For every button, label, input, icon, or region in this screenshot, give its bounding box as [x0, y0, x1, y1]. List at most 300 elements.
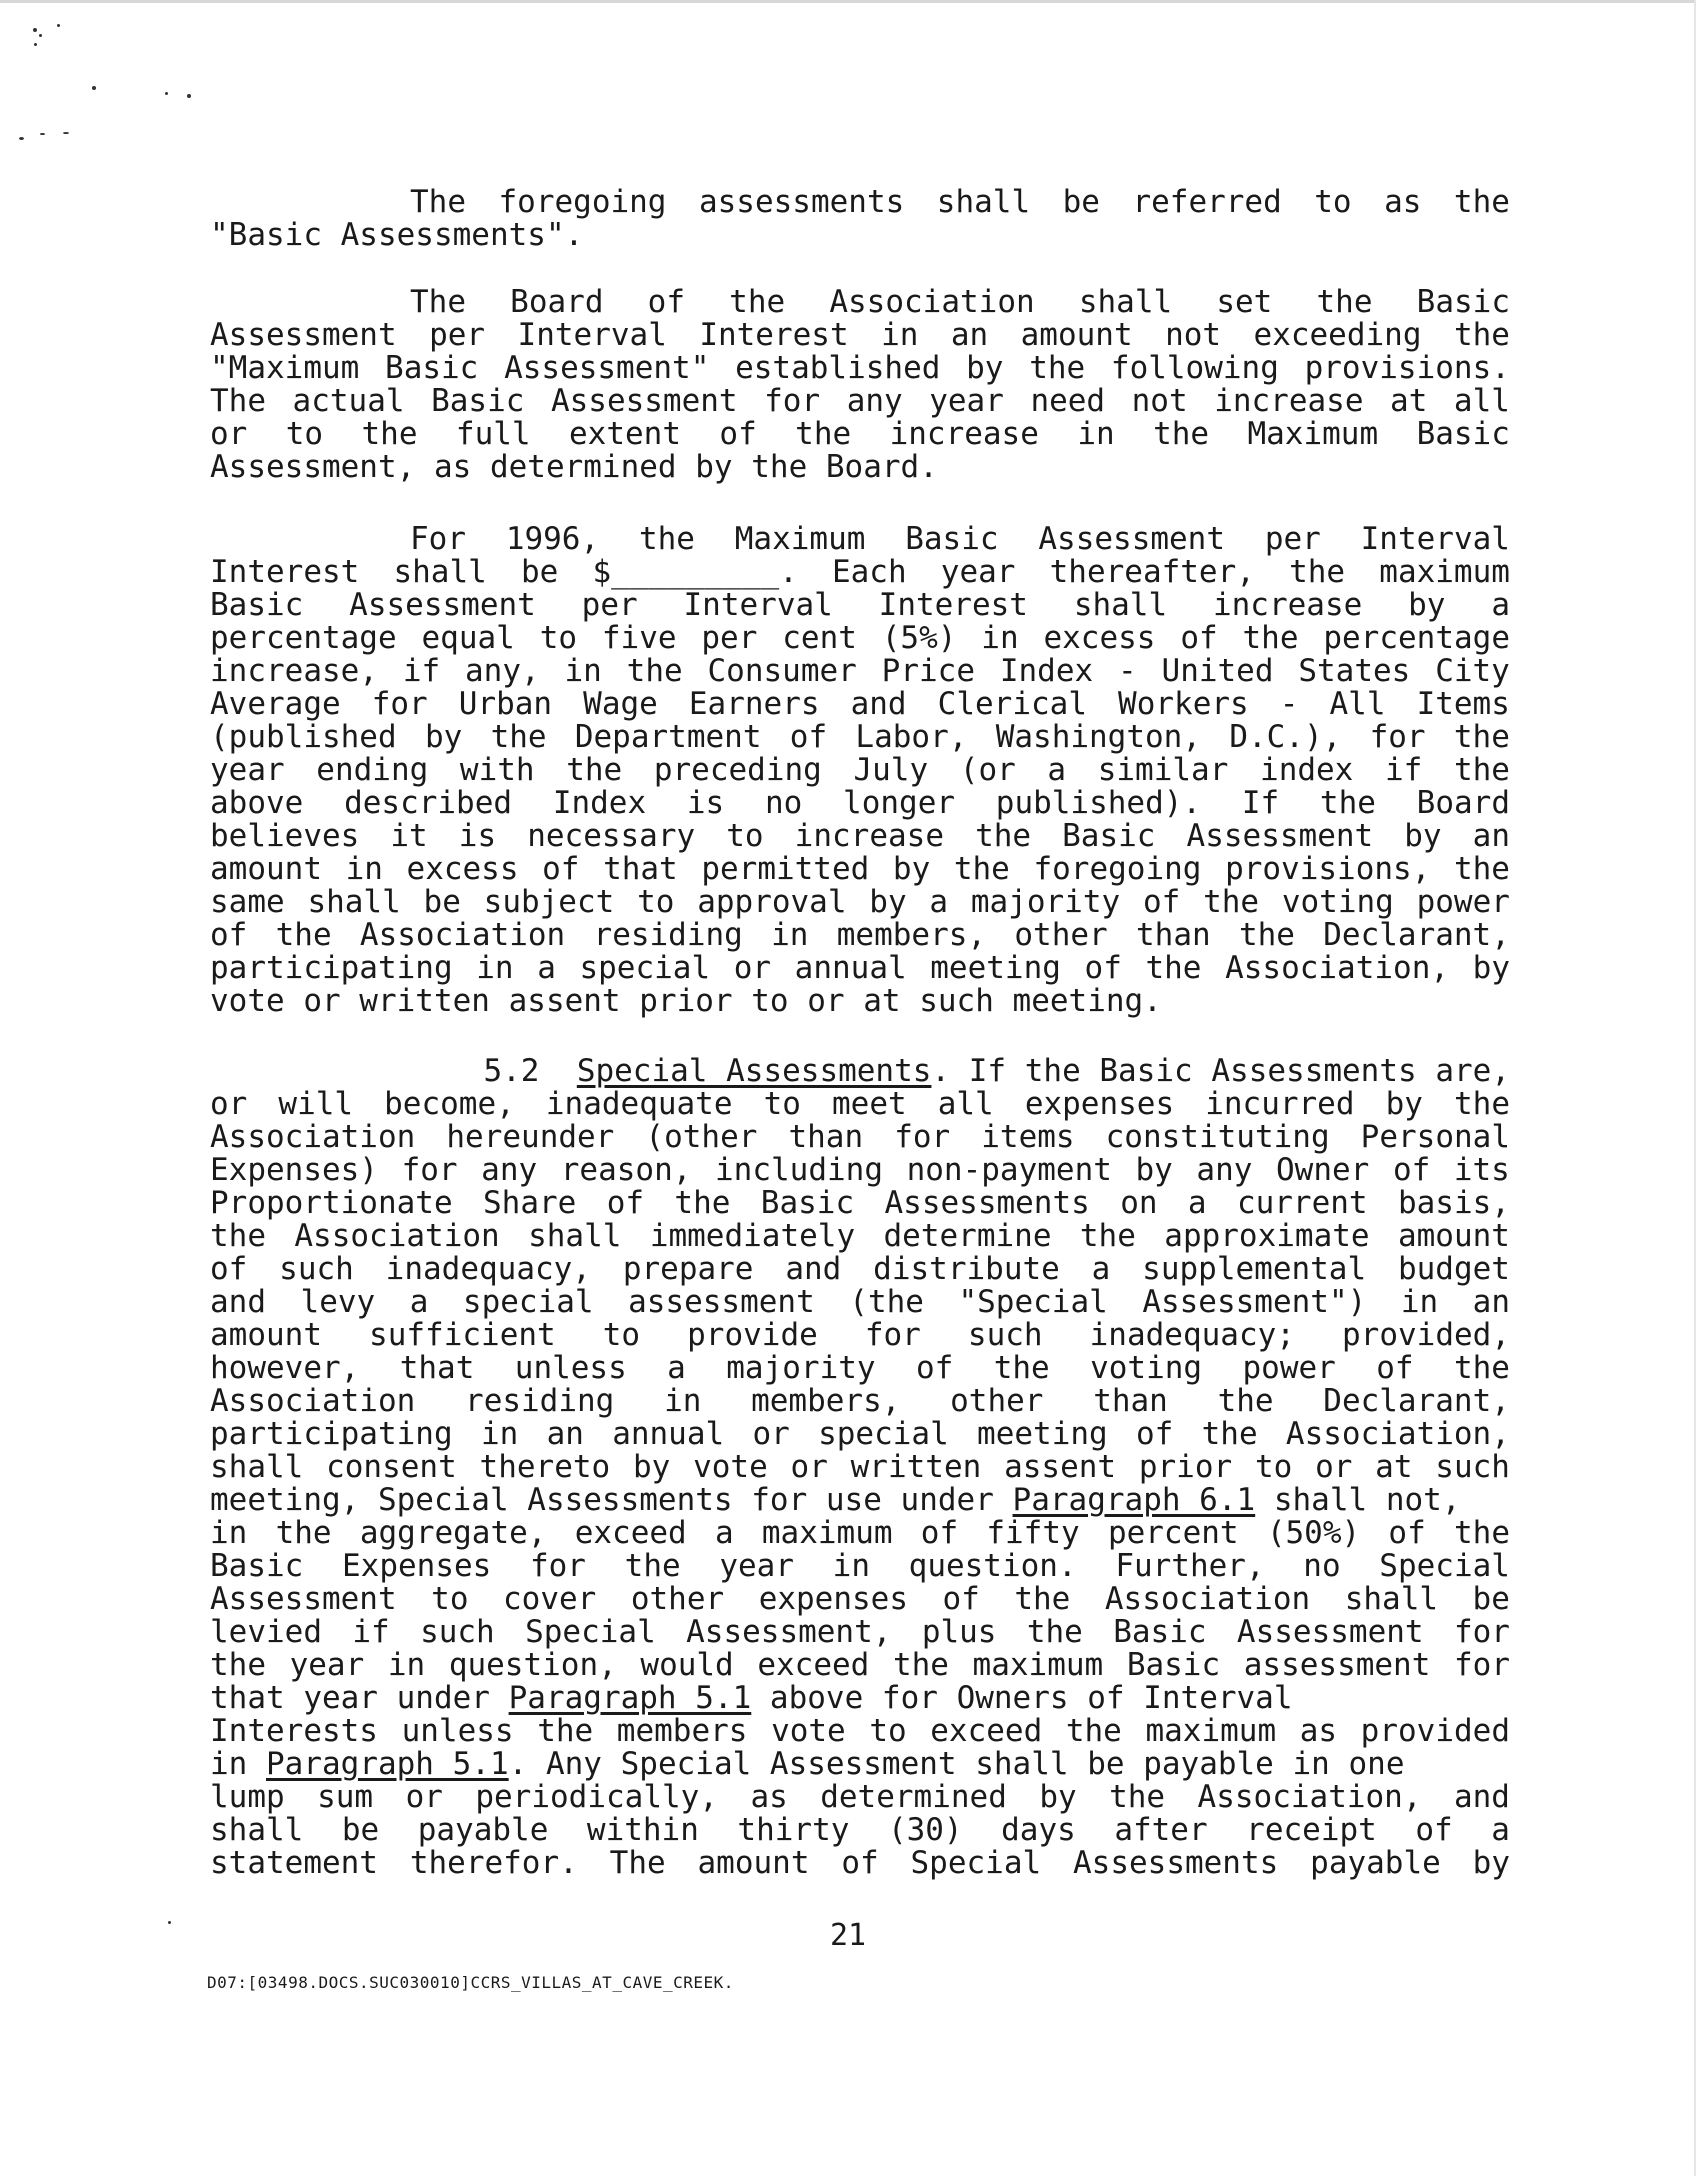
- word: prior: [1138, 1449, 1233, 1485]
- word: "Special: [958, 1284, 1108, 1320]
- word: If: [1241, 785, 1280, 821]
- word: to: [763, 1086, 801, 1122]
- word: of: [1142, 884, 1181, 920]
- word: the: [1316, 284, 1373, 320]
- word: index: [1260, 752, 1354, 788]
- word: the: [795, 416, 852, 452]
- word: the: [490, 719, 547, 755]
- word: be: [1062, 184, 1100, 220]
- word: Association: [829, 284, 1035, 320]
- word: inadequacy,: [385, 1251, 591, 1287]
- document-footer-id: D07:[03498.DOCS.SUC030010]CCRS_VILLAS_AT_CAVE_CREEK.: [207, 1973, 734, 1992]
- word: meeting: [977, 1416, 1108, 1452]
- word: by: [892, 851, 931, 887]
- word: reason,: [560, 1152, 692, 1188]
- word: the: [1217, 1383, 1274, 1419]
- word: the: [566, 752, 623, 788]
- text-line: [210, 1814, 1510, 1847]
- word: Index: [552, 785, 647, 821]
- word: cover: [503, 1581, 597, 1617]
- text-line: [210, 1616, 1510, 1649]
- word: the: [1029, 350, 1086, 386]
- word: in: [564, 653, 602, 689]
- word: in: [832, 1548, 870, 1584]
- word: 1996,: [505, 521, 600, 557]
- text-line: [210, 1385, 1510, 1418]
- word: by: [424, 719, 463, 755]
- word: (5%): [881, 620, 957, 656]
- word: Association: [210, 1119, 416, 1155]
- word: expenses: [1024, 1086, 1175, 1122]
- word: Basic: [1062, 818, 1156, 854]
- word: Expenses: [342, 1548, 492, 1584]
- word: need: [1030, 383, 1106, 419]
- text-line: [210, 418, 1510, 451]
- word: to: [869, 1713, 907, 1749]
- word: the: [1242, 620, 1299, 656]
- word: of: [210, 917, 248, 953]
- word: in: [881, 317, 919, 353]
- word: become,: [384, 1086, 515, 1122]
- paragraph-basic-assessments-definition: [210, 186, 1510, 252]
- word: Association,: [1225, 950, 1450, 986]
- word: the: [1145, 950, 1202, 986]
- word: special: [579, 950, 711, 986]
- word: Basic: [905, 521, 999, 557]
- word: determined: [820, 1779, 1007, 1815]
- word: longer: [843, 785, 956, 821]
- word: a: [537, 950, 556, 986]
- word: Basic: [760, 1185, 855, 1221]
- word: thereafter,: [1049, 554, 1255, 590]
- word: all: [937, 1086, 994, 1122]
- word: members,: [836, 917, 987, 953]
- word: per: [429, 317, 486, 353]
- word: the: [361, 416, 418, 452]
- word: a: [409, 1284, 429, 1320]
- word: Assessments: [884, 1185, 1090, 1221]
- word: assent: [1004, 1449, 1117, 1485]
- word: following: [1110, 350, 1279, 386]
- word: in: [210, 1515, 248, 1551]
- word: to: [726, 818, 764, 854]
- word: an: [1472, 1284, 1510, 1320]
- word: distribute: [873, 1251, 1060, 1287]
- text-line: [210, 952, 1510, 985]
- scan-speck: [39, 34, 42, 37]
- text-line: [210, 556, 1510, 589]
- word: special: [818, 1416, 949, 1452]
- word: of: [606, 1185, 645, 1221]
- word: exceeding: [1253, 317, 1422, 353]
- section-5-2-special-assessments: [210, 1055, 1510, 1880]
- word: in: [664, 1383, 702, 1419]
- word: approval: [697, 884, 847, 920]
- text-line: . If the Basic Assessments are,: [931, 1053, 1510, 1089]
- word: The: [210, 383, 266, 419]
- text-line: [210, 1286, 1510, 1319]
- word: to: [431, 1581, 469, 1617]
- word: of: [1415, 1812, 1453, 1848]
- word: by: [1385, 1086, 1423, 1122]
- word: members: [616, 1713, 748, 1749]
- word: exceed: [574, 1515, 687, 1551]
- word: exceed: [757, 1647, 870, 1683]
- word: receipt: [1246, 1812, 1377, 1848]
- text-line: [210, 688, 1510, 721]
- text-line: [210, 754, 1510, 787]
- word: consent: [326, 1449, 457, 1485]
- word: thereto: [479, 1449, 611, 1485]
- word: Maximum: [1247, 416, 1379, 452]
- word: residing: [465, 1383, 615, 1419]
- word: Personal: [1360, 1119, 1510, 1155]
- word: believes: [210, 818, 360, 854]
- word: maximum: [1145, 1713, 1277, 1749]
- scan-speck: [92, 86, 96, 90]
- text-line: [210, 1451, 1510, 1484]
- text-line: [210, 1517, 1510, 1550]
- text-line: [210, 886, 1510, 919]
- page-number: 21: [829, 1918, 867, 1953]
- section-heading: Special Assessments: [576, 1053, 932, 1089]
- text-line: in: [210, 1746, 266, 1782]
- word: of: [719, 416, 757, 452]
- word: shall: [528, 1218, 622, 1254]
- word: Urban: [458, 686, 553, 722]
- word: the: [1201, 1416, 1258, 1452]
- word: Each: [831, 554, 907, 590]
- word: is: [458, 818, 497, 854]
- word: the: [1238, 917, 1295, 953]
- word: the: [1454, 1515, 1510, 1551]
- word: per: [701, 620, 758, 656]
- word: therefor.: [409, 1845, 578, 1881]
- word: any: [481, 1152, 538, 1188]
- word: Association: [210, 1383, 416, 1419]
- word: such: [279, 1251, 354, 1287]
- word: participating: [210, 1416, 453, 1452]
- word: for: [864, 1317, 921, 1353]
- word: an: [1472, 818, 1510, 854]
- word: of: [1376, 1350, 1414, 1386]
- word: the: [1065, 1713, 1122, 1749]
- text-line: [210, 1187, 1510, 1220]
- word: for: [401, 1152, 458, 1188]
- text-line: [210, 352, 1510, 385]
- word: the: [275, 917, 332, 953]
- word: amount: [697, 1845, 810, 1881]
- word: Basic: [210, 587, 304, 623]
- word: a: [1047, 752, 1067, 788]
- word: shall: [210, 1449, 304, 1485]
- word: percentage: [1323, 620, 1510, 656]
- word: The: [410, 284, 466, 320]
- word: Assessments: [1073, 1845, 1279, 1881]
- text-line: [210, 1847, 1510, 1880]
- word: $_________.: [592, 554, 798, 590]
- word: supplemental: [1142, 1251, 1367, 1287]
- word: a: [1091, 1251, 1111, 1287]
- word: the: [638, 521, 695, 557]
- word: Expenses): [210, 1152, 378, 1188]
- text-line: . Any Special Assessment shall be payable in one: [508, 1746, 1405, 1782]
- word: in: [981, 620, 1019, 656]
- word: days: [1001, 1812, 1076, 1848]
- word: provisions,: [1225, 851, 1431, 887]
- word: no: [764, 785, 803, 821]
- word: of: [841, 1845, 879, 1881]
- word: cent: [782, 620, 857, 656]
- word: Association: [359, 917, 566, 953]
- word: as: [750, 1779, 788, 1815]
- text-line: [210, 622, 1510, 655]
- word: the: [993, 1350, 1050, 1386]
- word: amount: [210, 1317, 322, 1353]
- paragraph-6-1-reference: Paragraph 6.1: [1012, 1482, 1256, 1518]
- word: the: [975, 818, 1032, 854]
- word: the: [1079, 1218, 1136, 1254]
- word: the: [1453, 752, 1510, 788]
- word: year: [210, 752, 285, 788]
- text-line: "Basic Assessments".: [210, 217, 584, 253]
- word: (50%): [1266, 1515, 1361, 1551]
- word: for: [371, 686, 428, 722]
- paragraph-maximum-basic-assessment: [210, 286, 1510, 484]
- word: by: [1472, 1845, 1510, 1881]
- word: if: [402, 653, 441, 689]
- word: by: [1472, 950, 1510, 986]
- word: year: [289, 1647, 365, 1683]
- word: the: [1289, 554, 1346, 590]
- word: United: [1161, 653, 1274, 689]
- word: maximum: [761, 1515, 893, 1551]
- word: assessment: [628, 1284, 815, 1320]
- word: amount: [1020, 317, 1133, 353]
- word: Earners: [688, 686, 820, 722]
- word: the: [624, 1548, 681, 1584]
- word: Association,: [1197, 1779, 1422, 1815]
- word: not: [1165, 317, 1222, 353]
- scan-speck: [63, 132, 69, 134]
- word: a: [1187, 1185, 1207, 1221]
- word: such: [420, 1614, 495, 1650]
- word: Special: [910, 1845, 1042, 1881]
- word: Further,: [1115, 1548, 1265, 1584]
- text-line: [210, 589, 1510, 622]
- word: by: [1408, 587, 1446, 623]
- word: in: [1400, 1284, 1439, 1320]
- word: Special: [525, 1614, 656, 1650]
- word: Assessment: [1038, 521, 1226, 557]
- word: -: [1118, 653, 1137, 689]
- word: inadequate: [545, 1086, 733, 1122]
- text-line: [210, 1088, 1510, 1121]
- text-line: vote or written assent prior to or at such meeting.: [210, 983, 1162, 1019]
- word: the: [1203, 884, 1260, 920]
- word: such: [967, 1317, 1043, 1353]
- text-line: meeting, Special Assessments for use under: [210, 1482, 1013, 1518]
- word: or: [405, 1779, 443, 1815]
- text-line: [210, 1583, 1510, 1616]
- word: than: [788, 1119, 864, 1155]
- word: Interval: [1360, 521, 1510, 557]
- word: same: [210, 884, 285, 920]
- word: a: [1491, 587, 1510, 623]
- text-line: that year under: [210, 1680, 509, 1716]
- word: in: [1077, 416, 1115, 452]
- word: to: [602, 1317, 641, 1353]
- word: and: [850, 686, 907, 722]
- word: members,: [751, 1383, 901, 1419]
- word: Department: [574, 719, 762, 755]
- word: statement: [210, 1845, 378, 1881]
- word: special: [462, 1284, 594, 1320]
- word: per: [581, 587, 638, 623]
- word: Price: [881, 653, 975, 689]
- word: for: [1369, 719, 1426, 755]
- text-line: [210, 1352, 1510, 1385]
- word: at: [1375, 1449, 1413, 1485]
- word: the: [953, 851, 1010, 887]
- word: by: [1404, 818, 1442, 854]
- word: or: [1315, 1449, 1353, 1485]
- word: For: [410, 521, 466, 557]
- word: (the: [849, 1284, 924, 1320]
- word: Consumer: [707, 653, 857, 689]
- word: five: [601, 620, 677, 656]
- word: levied: [210, 1614, 322, 1650]
- word: inadequacy;: [1089, 1317, 1295, 1353]
- word: immediately: [649, 1218, 856, 1254]
- scan-speck: [187, 94, 191, 98]
- word: Board: [1416, 785, 1510, 821]
- word: Basic: [385, 350, 479, 386]
- word: items: [981, 1119, 1075, 1155]
- word: annual: [794, 950, 907, 986]
- word: as: [1384, 184, 1422, 220]
- word: described: [344, 785, 513, 821]
- word: for: [1453, 1614, 1510, 1650]
- word: Association,: [1285, 1416, 1510, 1452]
- word: of: [542, 851, 580, 887]
- text-line: [410, 523, 1510, 556]
- text-line: [210, 820, 1510, 853]
- word: lump: [210, 1779, 285, 1815]
- word: Interest: [878, 587, 1028, 623]
- word: shall: [307, 884, 401, 920]
- text-line: [210, 319, 1510, 352]
- word: Assessment: [1236, 1614, 1424, 1650]
- word: The: [609, 1845, 666, 1881]
- word: or: [210, 1086, 248, 1122]
- word: be: [520, 554, 559, 590]
- word: the: [1014, 1581, 1071, 1617]
- word: or: [733, 950, 772, 986]
- word: published).: [995, 785, 1202, 821]
- section-number: 5.2: [483, 1053, 540, 1089]
- word: other: [630, 1581, 725, 1617]
- word: Association: [294, 1218, 500, 1254]
- word: July: [853, 752, 929, 788]
- word: at: [1390, 383, 1428, 419]
- text-line: [210, 1220, 1510, 1253]
- word: voting: [1281, 884, 1394, 920]
- word: the: [1453, 317, 1510, 353]
- word: in: [387, 1647, 426, 1683]
- word: Assessment"): [1142, 1284, 1367, 1320]
- word: its: [1453, 1152, 1510, 1188]
- word: increase: [1214, 383, 1364, 419]
- word: (or: [959, 752, 1016, 788]
- word: in: [480, 1416, 519, 1452]
- word: by: [1039, 1779, 1077, 1815]
- word: by: [869, 884, 907, 920]
- word: fifty: [986, 1515, 1080, 1551]
- word: provided,: [1342, 1317, 1510, 1353]
- word: foregoing: [498, 184, 667, 220]
- word: by: [966, 350, 1004, 386]
- word: the: [892, 1647, 949, 1683]
- word: Washington,: [995, 719, 1202, 755]
- word: percent: [1107, 1515, 1239, 1551]
- text-line: [210, 1550, 1510, 1583]
- word: year: [929, 383, 1004, 419]
- word: provide: [687, 1317, 818, 1353]
- word: of: [1084, 950, 1122, 986]
- word: a: [1491, 1812, 1510, 1848]
- word: it: [390, 818, 428, 854]
- word: shall: [210, 1812, 304, 1848]
- word: Labor,: [855, 719, 968, 755]
- word: excess: [1043, 620, 1156, 656]
- word: similar: [1097, 752, 1229, 788]
- word: an: [546, 1416, 584, 1452]
- text-line: [210, 721, 1510, 754]
- word: current: [1236, 1185, 1368, 1221]
- word: any,: [465, 653, 540, 689]
- word: Items: [1416, 686, 1510, 722]
- word: Proportionate: [210, 1185, 453, 1221]
- word: year: [940, 554, 1016, 590]
- word: in: [476, 950, 514, 986]
- word: or: [790, 1449, 828, 1485]
- word: Interest: [210, 554, 360, 590]
- word: for: [1454, 1647, 1510, 1683]
- word: the: [1319, 785, 1376, 821]
- word: exceed: [930, 1713, 1043, 1749]
- word: Workers: [1118, 686, 1249, 722]
- word: prepare: [622, 1251, 754, 1287]
- word: will: [278, 1086, 354, 1122]
- word: Assessment,: [686, 1614, 892, 1650]
- word: question,: [448, 1647, 617, 1683]
- word: established: [735, 350, 941, 386]
- word: majority: [726, 1350, 876, 1386]
- word: shall: [1344, 1581, 1439, 1617]
- paragraph-1996-assessment: [210, 523, 1510, 1018]
- word: than: [1093, 1383, 1168, 1419]
- word: amount: [1397, 1218, 1510, 1254]
- word: that: [399, 1350, 475, 1386]
- word: of: [1180, 620, 1218, 656]
- word: actual: [292, 383, 405, 419]
- word: a: [929, 884, 949, 920]
- word: Basic: [1126, 1647, 1221, 1683]
- word: constituting: [1105, 1119, 1330, 1155]
- word: Basic: [210, 1548, 304, 1584]
- text-line: [210, 787, 1510, 820]
